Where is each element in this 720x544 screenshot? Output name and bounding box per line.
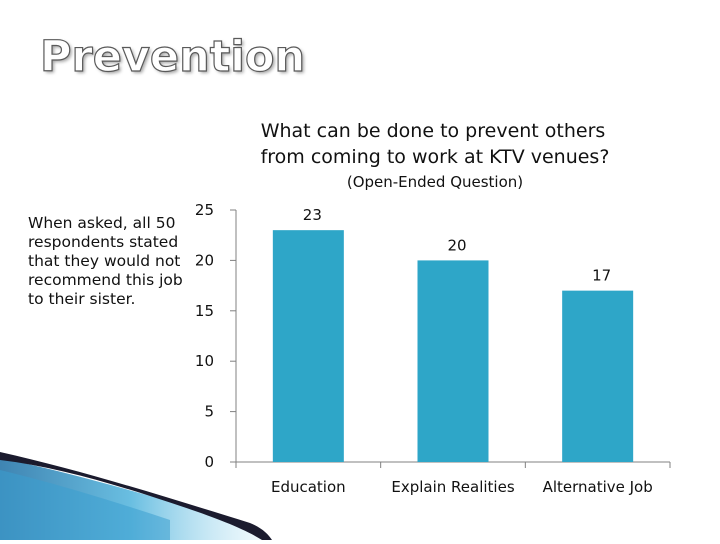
y-tick-label: 10	[194, 352, 214, 371]
chart-title-line-1: What can be done to prevent others	[260, 120, 606, 142]
chart-title-line-2: from coming to work at KTV venues?	[260, 146, 610, 168]
bar-education	[273, 230, 344, 462]
y-tick-label: 5	[204, 402, 214, 421]
bar-data-label: 17	[592, 266, 612, 285]
respondents-note: When asked, all 50 respondents stated that they would not recommend this job to their sister.	[28, 214, 183, 308]
bar-data-label: 23	[302, 206, 322, 225]
category-label: Education	[270, 478, 346, 496]
bar-data-label: 20	[447, 236, 467, 255]
y-tick-label: 20	[194, 251, 214, 270]
bar-alternative-job	[562, 291, 633, 462]
category-label: Explain Realities	[391, 478, 515, 496]
slide-title: Prevention	[40, 32, 306, 82]
bar-explain-realities	[418, 260, 489, 462]
corner-swoosh-decoration	[0, 452, 272, 540]
category-label: Alternative Job	[542, 478, 653, 496]
y-tick-label: 0	[204, 453, 214, 471]
chart-subtitle: (Open-Ended Question)	[346, 173, 524, 191]
y-tick-label: 15	[194, 301, 214, 320]
y-tick-label: 25	[194, 201, 214, 219]
